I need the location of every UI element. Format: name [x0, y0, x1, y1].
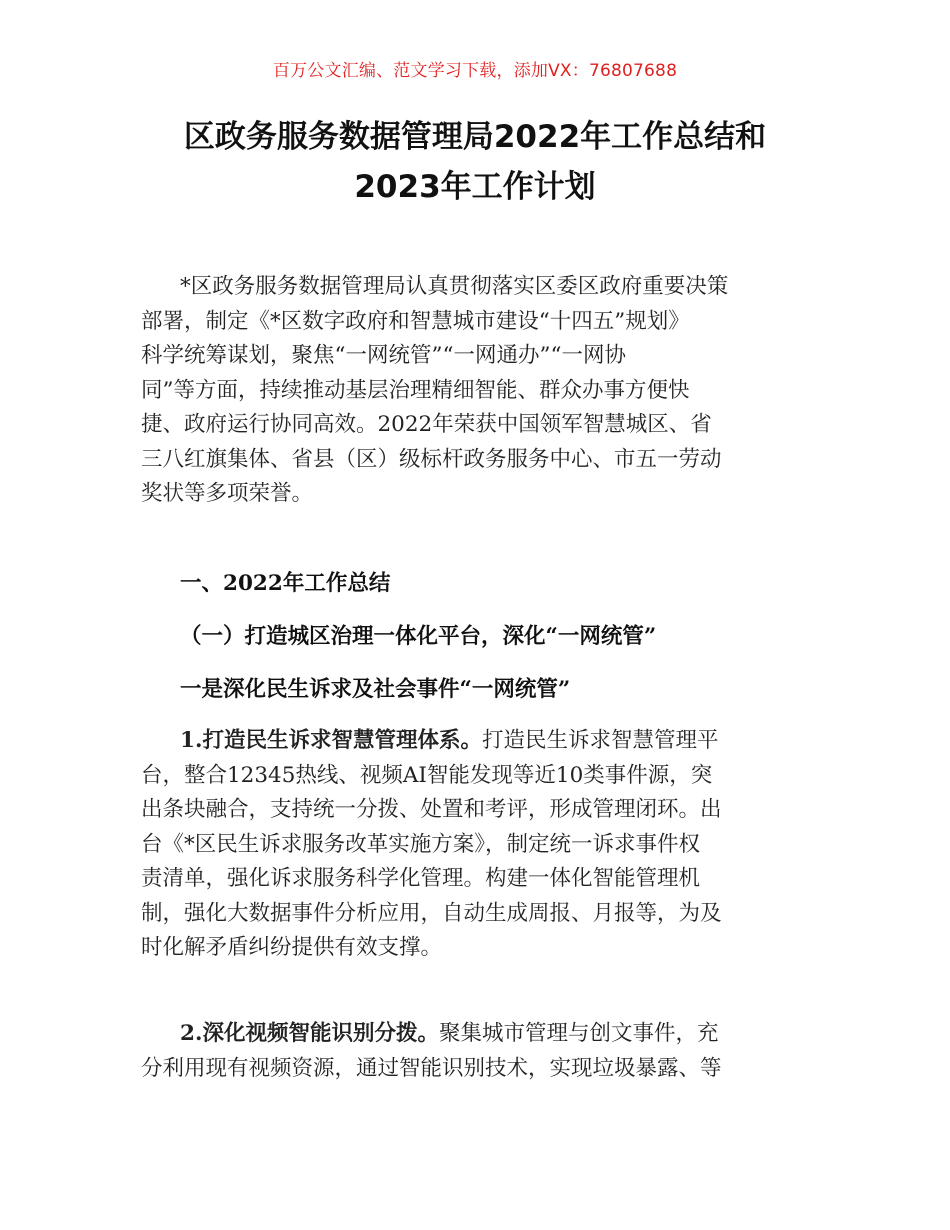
item-1-title: 1.打造民生诉求智慧管理体系。: [180, 728, 482, 753]
subsubsection-heading: 一是深化民生诉求及社会事件“一网统管”: [180, 677, 571, 702]
item-1-line: 台，整合12345热线、视频AI智能发现等近10类事件源，突: [141, 762, 713, 788]
intro-line: 部署，制定《*区数字政府和智慧城市建设“十四五”规划》: [141, 308, 690, 334]
intro-line: 科学统筹谋划，聚焦“一网统管”“一网通办”“一网协: [141, 343, 626, 368]
intro-line: *区政务服务数据管理局认真贯彻落实区委区政府重要决策: [180, 274, 729, 299]
intro-line: 奖状等多项荣誉。: [141, 481, 314, 506]
item-2-title: 2.深化视频智能识别分拨。: [180, 1021, 439, 1046]
title-line-2: 2023年工作计划: [354, 169, 596, 205]
item-1-line: 责清单，强化诉求服务科学化管理。构建一体化智能管理机: [141, 866, 701, 891]
subsection-heading: （一）打造城区治理一体化平台，深化“一网统管”: [180, 624, 657, 649]
item-1-line: 制，强化大数据事件分析应用，自动生成周报、月报等，为及: [141, 900, 722, 926]
item-1-first-line: [141, 724, 821, 759]
document-title: [60, 112, 890, 212]
item-1-line: 出条块融合，支持统一分拨、处置和考评，形成管理闭环。出: [141, 797, 722, 822]
item-1-first-rest: 打造民生诉求智慧管理平: [481, 728, 719, 753]
section-heading: 一、2022年工作总结: [180, 571, 391, 596]
item-2-line: 分利用现有视频资源，通过智能识别技术，实现垃圾暴露、等: [141, 1055, 722, 1081]
item-1-line: 台《*区民生诉求服务改革实施方案》，制定统一诉求事件权: [141, 831, 701, 857]
item-2-paragraph: [141, 1017, 821, 1086]
item-1-line: 时化解矛盾纠纷提供有效支撑。: [141, 935, 443, 960]
item-2-first-rest: 聚集城市管理与创文事件，充: [438, 1021, 719, 1046]
item-1-paragraph: [141, 724, 821, 966]
intro-line: 捷、政府运行协同高效。2022年荣获中国领军智慧城区、省: [141, 412, 712, 437]
item-2-first-line: [141, 1017, 821, 1052]
watermark-banner: 百万公文汇编、范文学习下载，添加VX：76807688: [272, 61, 678, 81]
title-line-1: 区政务服务数据管理局2022年工作总结和: [183, 119, 767, 155]
intro-paragraph: [141, 270, 821, 512]
intro-line: 三八红旗集体、省县（区）级标杆政务服务中心、市五一劳动: [141, 446, 722, 472]
intro-line: 同”等方面，持续推动基层治理精细智能、群众办事方便快: [141, 377, 690, 403]
